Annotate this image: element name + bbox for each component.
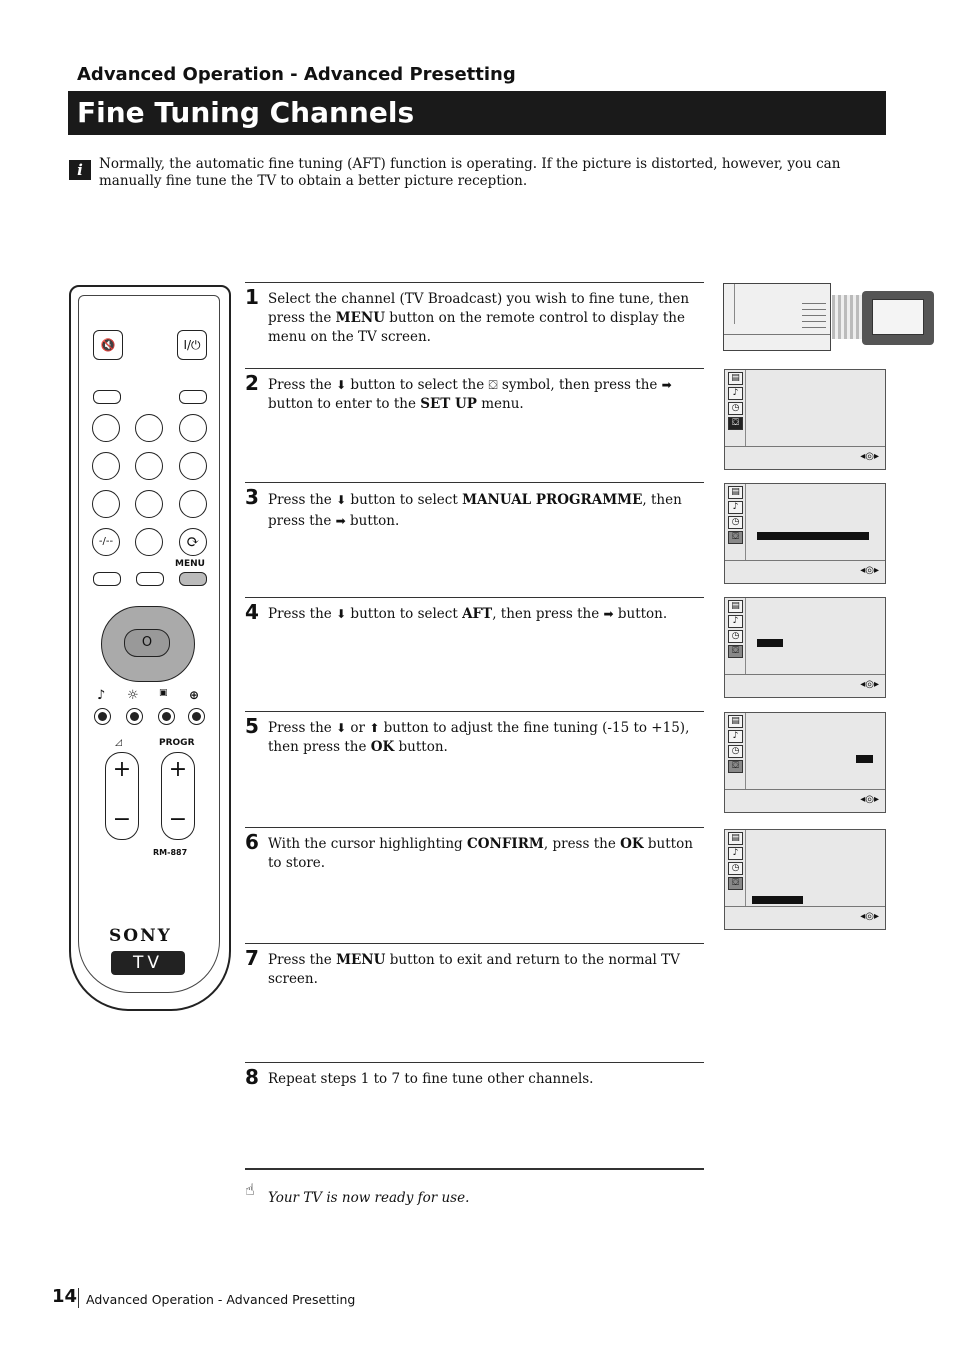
picture-menu-icon: ▤: [728, 600, 743, 613]
picture-menu-icon: ▤: [728, 372, 743, 385]
double-digit-button[interactable]: -/--: [92, 528, 120, 556]
volume-icon: ◿: [115, 738, 122, 748]
intro-text: Normally, the automatic fine tuning (AFT) function is operating. If the picture is distorted, however, you can manually fine tune the TV to obtain a better picture reception.: [99, 156, 841, 189]
sound-icon: ♪: [97, 688, 106, 703]
screen-icon: ▣: [159, 688, 168, 698]
step-number: 2: [245, 371, 259, 395]
footer-text: Advanced Operation - Advanced Presetting: [86, 1292, 356, 1307]
sound-menu-icon: ♪: [728, 847, 743, 860]
ok-button[interactable]: O: [124, 629, 170, 657]
menu-screen-1: [723, 283, 831, 351]
section-heading: Advanced Operation - Advanced Presetting: [77, 64, 516, 85]
timer-menu-icon: ◷: [728, 516, 743, 529]
digit-button[interactable]: [92, 414, 120, 442]
menu-bottom: [725, 560, 885, 583]
digit-button[interactable]: [135, 452, 163, 480]
step-3: [245, 482, 704, 529]
nav-icon: ◂◎▸: [860, 565, 879, 576]
timer-menu-icon: ◷: [728, 630, 743, 643]
power-button[interactable]: I/⏻: [177, 330, 207, 360]
step-text: Press the ⬇ button to select AFT, then press the ➡ button.: [268, 606, 668, 622]
digit-button[interactable]: [179, 452, 207, 480]
menu-screen-3: [724, 483, 886, 584]
input-button[interactable]: [179, 390, 207, 404]
highlight-bar: [757, 532, 869, 540]
step-number: 8: [245, 1065, 259, 1089]
teletext-off-button[interactable]: [93, 572, 121, 586]
menu-sidebar: [725, 713, 746, 789]
menu-bottom: [725, 674, 885, 697]
timer-menu-icon: ◷: [728, 745, 743, 758]
step-number: 1: [245, 285, 259, 309]
step-number: 6: [245, 830, 259, 854]
nav-icon: ◂◎▸: [860, 451, 879, 462]
brightness-button[interactable]: [126, 708, 143, 725]
sound-menu-icon: ♪: [728, 615, 743, 628]
brightness-icon: ☼: [127, 688, 139, 703]
menu-button[interactable]: [179, 572, 207, 586]
footer-divider: [78, 1288, 79, 1308]
setup-menu-icon: ⛋: [728, 645, 743, 658]
step-number: 7: [245, 946, 259, 970]
digit-button[interactable]: [135, 490, 163, 518]
menu-screen-5: [724, 712, 886, 813]
digit-button[interactable]: [135, 414, 163, 442]
menu-label: MENU: [175, 559, 205, 569]
menu-screen-6: [724, 829, 886, 930]
down-arrow-icon: ⬇: [336, 721, 347, 735]
plus-icon: +: [168, 757, 188, 782]
digit-button[interactable]: [179, 490, 207, 518]
menu-sidebar: [725, 370, 746, 446]
divider: [245, 1168, 704, 1170]
text-button[interactable]: [93, 390, 121, 404]
nav-icon: ◂◎▸: [860, 794, 879, 805]
step-1: [245, 282, 704, 345]
highlight-bar: [752, 896, 803, 904]
setup-menu-icon: ⛋: [728, 531, 743, 544]
step-text: With the cursor highlighting CONFIRM, press the OK button to store.: [268, 836, 693, 871]
menu-bottom: [724, 334, 830, 335]
tv-set-graphic: [862, 291, 934, 345]
step-4: [245, 597, 704, 624]
step-text: Press the MENU button to exit and return to the normal TV screen.: [268, 952, 680, 987]
nav-icon: ◂◎▸: [860, 679, 879, 690]
step-5: [245, 711, 704, 755]
page-title: Fine Tuning Channels: [77, 96, 415, 129]
step-2: [245, 368, 704, 412]
menu-sidebar: [725, 484, 746, 560]
setup-symbol-icon: ⛋: [488, 378, 498, 392]
tv-button[interactable]: TV: [111, 951, 185, 975]
step-number: 4: [245, 600, 259, 624]
sound-button[interactable]: [94, 708, 111, 725]
timer-menu-icon: ◷: [728, 402, 743, 415]
down-arrow-icon: ⬇: [336, 607, 347, 621]
screen-button[interactable]: [158, 708, 175, 725]
digit-button[interactable]: [135, 528, 163, 556]
highlight-bar: [856, 755, 873, 763]
volume-rocker[interactable]: [105, 752, 139, 840]
setup-menu-icon: ⛋: [728, 417, 743, 430]
teletext-button[interactable]: [136, 572, 164, 586]
digit-button[interactable]: [92, 490, 120, 518]
step-number: 5: [245, 714, 259, 738]
picture-button[interactable]: [188, 708, 205, 725]
up-arrow-icon: ⬆: [369, 721, 380, 735]
minus-icon: −: [168, 807, 188, 832]
step-text: Select the channel (TV Broadcast) you wish to fine tune, then press the MENU button on the remote control to display the menu on the TV screen.: [268, 291, 690, 345]
step-number: 3: [245, 485, 259, 509]
down-arrow-icon: ⬇: [336, 493, 347, 507]
down-arrow-icon: ⬇: [336, 378, 347, 392]
progr-label: PROGR: [159, 738, 195, 748]
brand-logo: SONY: [109, 926, 172, 946]
plus-icon: +: [112, 757, 132, 782]
step-7: [245, 943, 704, 987]
menu-screen-4: [724, 597, 886, 698]
right-arrow-icon: ➡: [661, 378, 672, 392]
mute-button[interactable]: 🔇: [93, 330, 123, 360]
recall-button[interactable]: ⟳: [179, 528, 207, 556]
picture-menu-icon: ▤: [728, 486, 743, 499]
page-number: 14: [52, 1286, 78, 1307]
menu-bottom: [725, 789, 885, 812]
remote-control: [69, 285, 231, 1011]
setup-menu-icon: ⛋: [728, 760, 743, 773]
picture-menu-icon: ▤: [728, 715, 743, 728]
menu-sidebar: [725, 598, 746, 674]
picture-icon: ⊕: [189, 688, 200, 702]
step-text: Press the ⬇ or ⬆ button to adjust the fine tuning (-15 to +15), then press the OK button.: [268, 720, 690, 755]
step-8: [245, 1062, 704, 1089]
step-text: Press the ⬇ button to select the ⛋ symbol, then press the ➡ button to enter to the SET UP menu.: [268, 377, 672, 412]
timer-menu-icon: ◷: [728, 862, 743, 875]
step-6: [245, 827, 704, 871]
sound-menu-icon: ♪: [728, 387, 743, 400]
hand-icon: ☝: [245, 1180, 255, 1199]
joystick[interactable]: [101, 606, 195, 682]
picture-menu-icon: ▤: [728, 832, 743, 845]
programme-rocker[interactable]: [161, 752, 195, 840]
note-text: Your TV is now ready for use.: [268, 1190, 470, 1206]
setup-menu-icon: ⛋: [728, 877, 743, 890]
step-text: Press the ⬇ button to select MANUAL PROGRAMME, then press the ➡ button.: [268, 490, 703, 532]
nav-icon: ◂◎▸: [860, 911, 879, 922]
model-label: RM-887: [153, 848, 188, 857]
right-arrow-icon: ➡: [603, 607, 614, 621]
menu-bottom: [725, 446, 885, 469]
menu-screen-2: [724, 369, 886, 470]
menu-sidebar: [725, 830, 746, 906]
sound-menu-icon: ♪: [728, 730, 743, 743]
right-arrow-icon: ➡: [335, 514, 346, 528]
sound-menu-icon: ♪: [728, 501, 743, 514]
minus-icon: −: [112, 807, 132, 832]
digit-button[interactable]: [179, 414, 207, 442]
step-text: Repeat steps 1 to 7 to fine tune other channels.: [268, 1071, 594, 1087]
info-icon: i: [69, 160, 91, 180]
menu-sidebar: [724, 284, 735, 324]
digit-button[interactable]: [92, 452, 120, 480]
menu-lines: [802, 300, 826, 328]
highlight-bar: [757, 639, 783, 647]
menu-bottom: [725, 906, 885, 929]
title-bar: [68, 91, 886, 135]
